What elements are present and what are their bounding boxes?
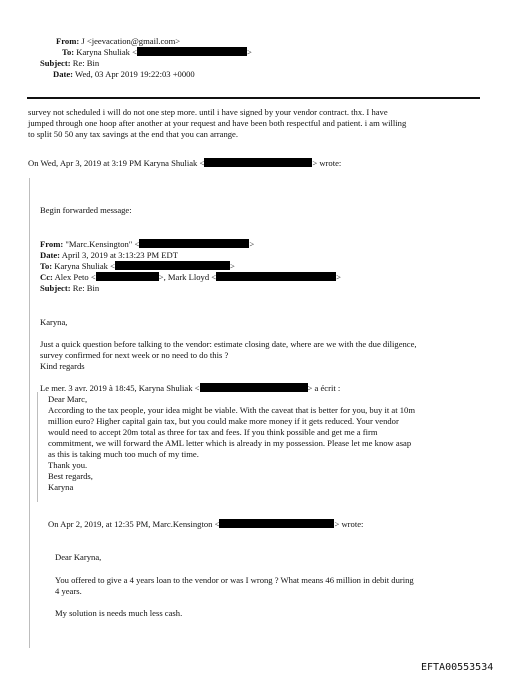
header-to	[62, 47, 252, 58]
quote3-line-4: My solution is needs much less cash.	[55, 608, 183, 618]
header-date-value: Wed, 03 Apr 2019 19:22:03 +0000	[75, 69, 195, 79]
quote3-line-1: Dear Karyna,	[55, 552, 102, 562]
body-line-2: jumped through one hoop after another at your request and have been both respectful and patient. i am willing	[28, 118, 407, 128]
quote2-line-7: Thank you.	[48, 460, 88, 470]
quote-attribution-1-pre: On Wed, Apr 3, 2019 at 3:19 PM Karyna Shuliak <	[28, 158, 205, 168]
header-to-label: To:	[62, 47, 75, 57]
fwd-to-value: Karyna Shuliak <	[54, 261, 115, 271]
quote-attribution-3-pre: On Apr 2, 2019, at 12:35 PM, Marc.Kensington <	[48, 519, 220, 529]
redaction-bar	[96, 272, 159, 281]
redaction-bar	[137, 47, 247, 56]
fwd-subject-value: Re: Bin	[72, 283, 100, 293]
quote-border-inner	[37, 392, 38, 502]
quote-attribution-2-post: > a écrit :	[307, 383, 341, 393]
header-from-value: J <jeevacation@gmail.com>	[81, 36, 181, 46]
quote2-line-2: According to the tax people, your idea might be viable. With the caveat that is better for you, buy it at 10m	[48, 405, 416, 415]
fwd-cc-close: >	[336, 272, 342, 282]
header-subject-label: Subject:	[40, 58, 71, 68]
body-line-1: survey not scheduled i will do not one step more. until i have signed by your vendor contract. thx. I have	[28, 107, 388, 117]
fwd-from-close: >	[249, 239, 255, 249]
quote2-line-9: Karyna	[48, 482, 74, 492]
fwd-to-label: To:	[40, 261, 53, 271]
document-id: EFTA00553534	[421, 662, 494, 673]
quote3-line-2: You offered to give a 4 years loan to the vendor or was I wrong ? What means 46 million in debit during	[55, 575, 414, 585]
quote2-line-8: Best regards,	[48, 471, 93, 481]
fwd-date-label: Date:	[40, 250, 61, 260]
fwd-to	[40, 261, 235, 272]
fwd-cc-value: Alex Peto <	[54, 272, 96, 282]
redaction-bar	[200, 383, 308, 392]
quote-attribution-1-post: > wrote:	[312, 158, 342, 168]
header-date	[53, 69, 195, 80]
quote-border-outer	[29, 178, 30, 648]
fwd-cc-label: Cc:	[40, 272, 53, 282]
header-subject	[40, 58, 99, 69]
quote2-line-6: as this is taking much too much of my time.	[48, 449, 199, 459]
fwd-to-close: >	[229, 261, 235, 271]
header-from-label: From:	[56, 36, 80, 46]
quote-attribution-3-post: > wrote:	[334, 519, 364, 529]
marc-line-3: Kind regards	[40, 361, 85, 371]
marc-line-1: Just a quick question before talking to the vendor: estimate closing date, where are we with the due diligence,	[40, 339, 417, 349]
fwd-from	[40, 239, 254, 250]
quote2-line-5: commitment, we will forward the AML letter which is already in my possession. Please let me know asap	[48, 438, 412, 448]
marc-greeting: Karyna,	[40, 317, 68, 327]
quote2-line-1: Dear Marc,	[48, 394, 88, 404]
redaction-bar	[139, 239, 249, 248]
redaction-bar	[219, 519, 334, 528]
header-to-close: >	[246, 47, 252, 57]
fwd-cc-mid: >, Mark Lloyd <	[158, 272, 217, 282]
header-subject-value: Re: Bin	[72, 58, 100, 68]
redaction-bar	[115, 261, 230, 270]
fwd-subject	[40, 283, 99, 294]
fwd-date	[40, 250, 178, 261]
quote2-line-3: million euro? Higher capital gain tax, but you could make more money if it gets reduced. Your vendor	[48, 416, 399, 426]
fwd-date-value: April 3, 2019 at 3:13:23 PM EDT	[61, 250, 178, 260]
quote-attribution-2-pre: Le mer. 3 avr. 2019 à 18:45, Karyna Shuliak <	[40, 383, 200, 393]
quote2-line-4: would need to accept 20m total as three for tax and fees. If you think possible and get me a firm	[48, 427, 378, 437]
fwd-subject-label: Subject:	[40, 283, 71, 293]
fwd-from-label: From:	[40, 239, 64, 249]
fwd-from-value: "Marc.Kensington" <	[65, 239, 140, 249]
header-date-label: Date:	[53, 69, 74, 79]
fwd-cc	[40, 272, 341, 283]
marc-line-2: survey confirmed for next week or no need to do this ?	[40, 350, 229, 360]
quote-attribution-3	[48, 519, 363, 530]
quote-attribution-2	[40, 383, 340, 394]
header-from	[56, 36, 180, 47]
body-line-3: to split 50 50 any tax savings at the end that you can arrange.	[28, 129, 239, 139]
redaction-bar	[204, 158, 312, 167]
redaction-bar	[216, 272, 336, 281]
forwarded-intro: Begin forwarded message:	[40, 205, 132, 215]
quote3-line-3: 4 years.	[55, 586, 82, 596]
header-to-value: Karyna Shuliak <	[76, 47, 137, 57]
quote-attribution-1	[28, 158, 341, 169]
header-divider	[27, 97, 480, 99]
